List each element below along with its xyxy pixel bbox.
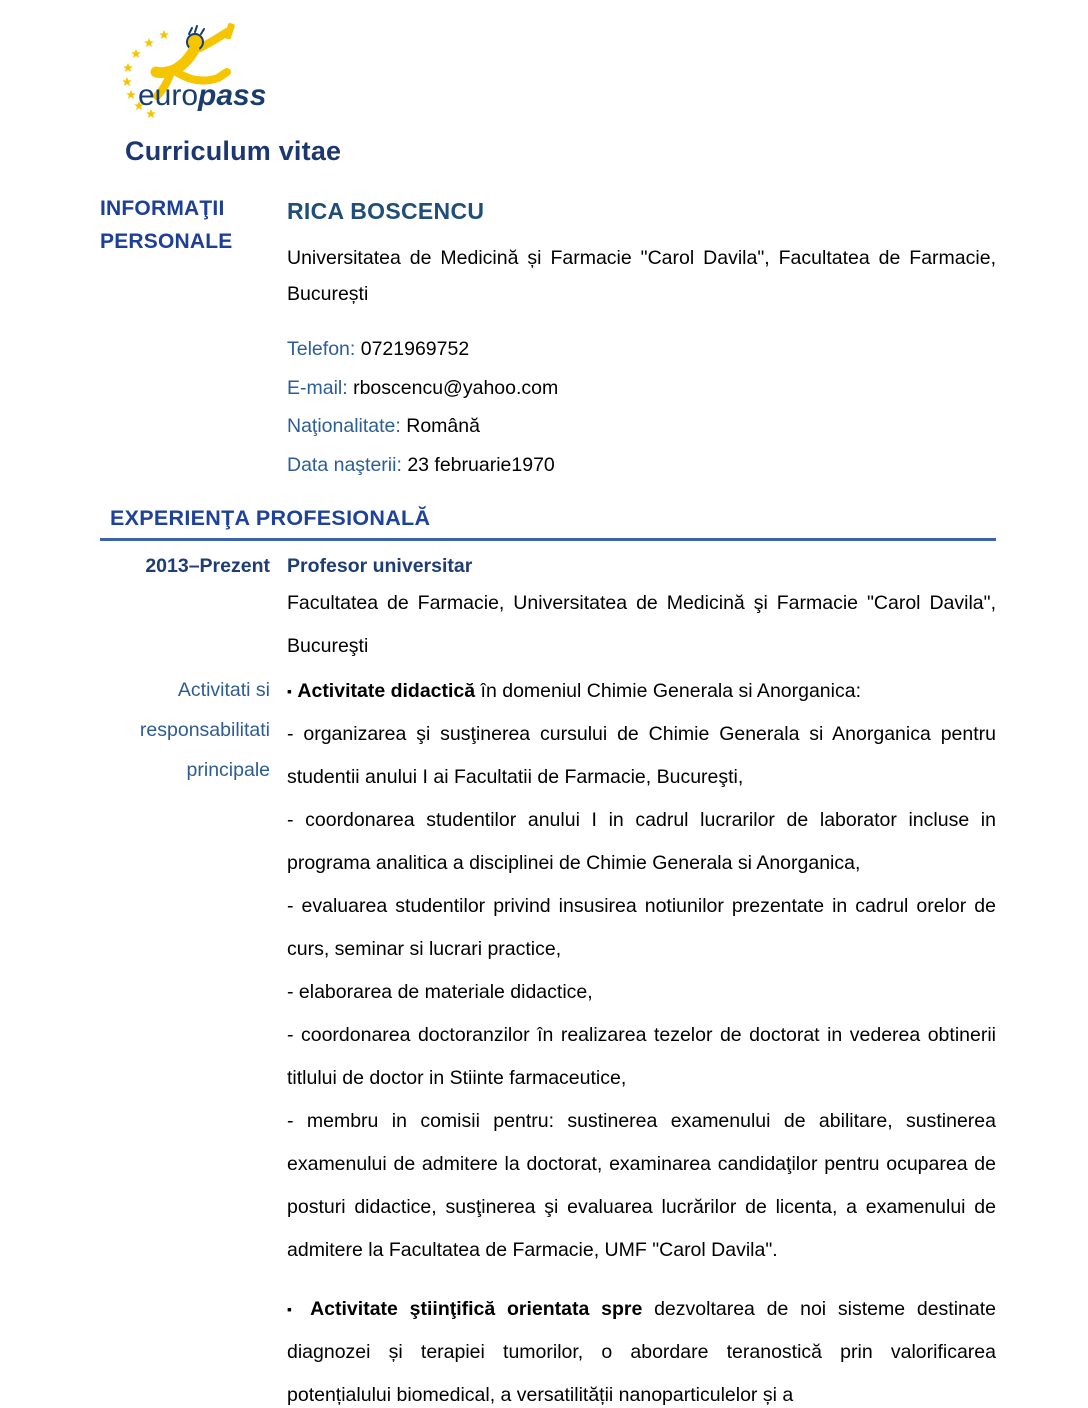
- cv-content: [100, 192, 996, 1408]
- experience-employer-row: [100, 582, 996, 668]
- experience-employer: Facultatea de Farmacie, Universitatea de Medicină şi Farmacie "Carol Davila", Bucureşti: [287, 592, 996, 657]
- didactic-item: - elaborarea de materiale didactice,: [287, 981, 593, 1003]
- activities-label: Activitati si responsabilitati principale: [139, 679, 270, 781]
- contact-phone: Telefon: 0721969752: [287, 338, 470, 360]
- didactic-item: - evaluarea studentilor privind insusirea notiunilor prezentate in cadrul orelor de curs, seminar si lucrari practice,: [287, 895, 996, 960]
- experience-period: 2013–Prezent: [145, 555, 270, 577]
- experience-section-heading: EXPERIENŢA PROFESIONALĂ: [100, 506, 996, 541]
- contact-email: E-mail: rboscencu@yahoo.com: [287, 376, 559, 399]
- scientific-paragraph: ▪ Activitate ştiinţifică orientata spre dezvoltarea de noi sisteme destinate diagnozei și terapiei tumorilor, o abordare teranostică prin valorificarea potențialului biomedical, a versatilității nanoparticulelor și a: [287, 1298, 996, 1406]
- activities-body: [287, 670, 996, 1408]
- experience-entry-header: [100, 555, 996, 578]
- experience-role: Profesor universitar: [287, 555, 473, 577]
- europass-wordmark: europass: [138, 79, 267, 112]
- didactic-heading: ▪ Activitate didactică în domeniul Chimie Generala si Anorganica:: [287, 680, 862, 702]
- square-bullet-icon: ▪: [287, 683, 292, 699]
- square-bullet-icon: ▪: [287, 1301, 299, 1317]
- contact-nationality: Naţionalitate: Română: [287, 415, 480, 437]
- personal-info-heading: INFORMAŢII PERSONALE: [100, 197, 233, 253]
- affiliation-text: Universitatea de Medicină și Farmacie "Carol Davila", Facultatea de Farmacie, București: [287, 247, 996, 305]
- didactic-item: - membru in comisii pentru: sustinerea examenului de abilitare, sustinerea examenului de admitere la doctorat, examinarea candidaţilor pentru ocuparea de posturi didactice, susţinerea şi evaluarea lucrărilor de licenta, a examenului de admitere la Facultatea de Farmacie, UMF "Carol Davila".: [287, 1110, 996, 1261]
- personal-info-section: [100, 192, 996, 484]
- contact-list: [287, 330, 996, 484]
- person-name: RICA BOSCENCU: [287, 198, 485, 224]
- contact-birthdate: Data naşterii: 23 februarie1970: [287, 453, 555, 476]
- didactic-item: - coordonarea studentilor anului I in cadrul lucrarilor de laborator incluse in programa analitica a disciplinei de Chimie Generala si Anorganica,: [287, 809, 996, 874]
- page-title: Curriculum vitae: [125, 136, 342, 166]
- europass-logo: [118, 22, 273, 122]
- activities-section: [100, 670, 996, 1408]
- didactic-item: - organizarea şi susţinerea cursului de Chimie Generala si Anorganica pentru studentii anului I ai Facultatii de Farmacie, Bucureşti,: [287, 723, 996, 788]
- didactic-item: - coordonarea doctoranzilor în realizarea tezelor de doctorat in vederea obtinerii titlului de doctor in Stiinte farmaceutice,: [287, 1024, 996, 1089]
